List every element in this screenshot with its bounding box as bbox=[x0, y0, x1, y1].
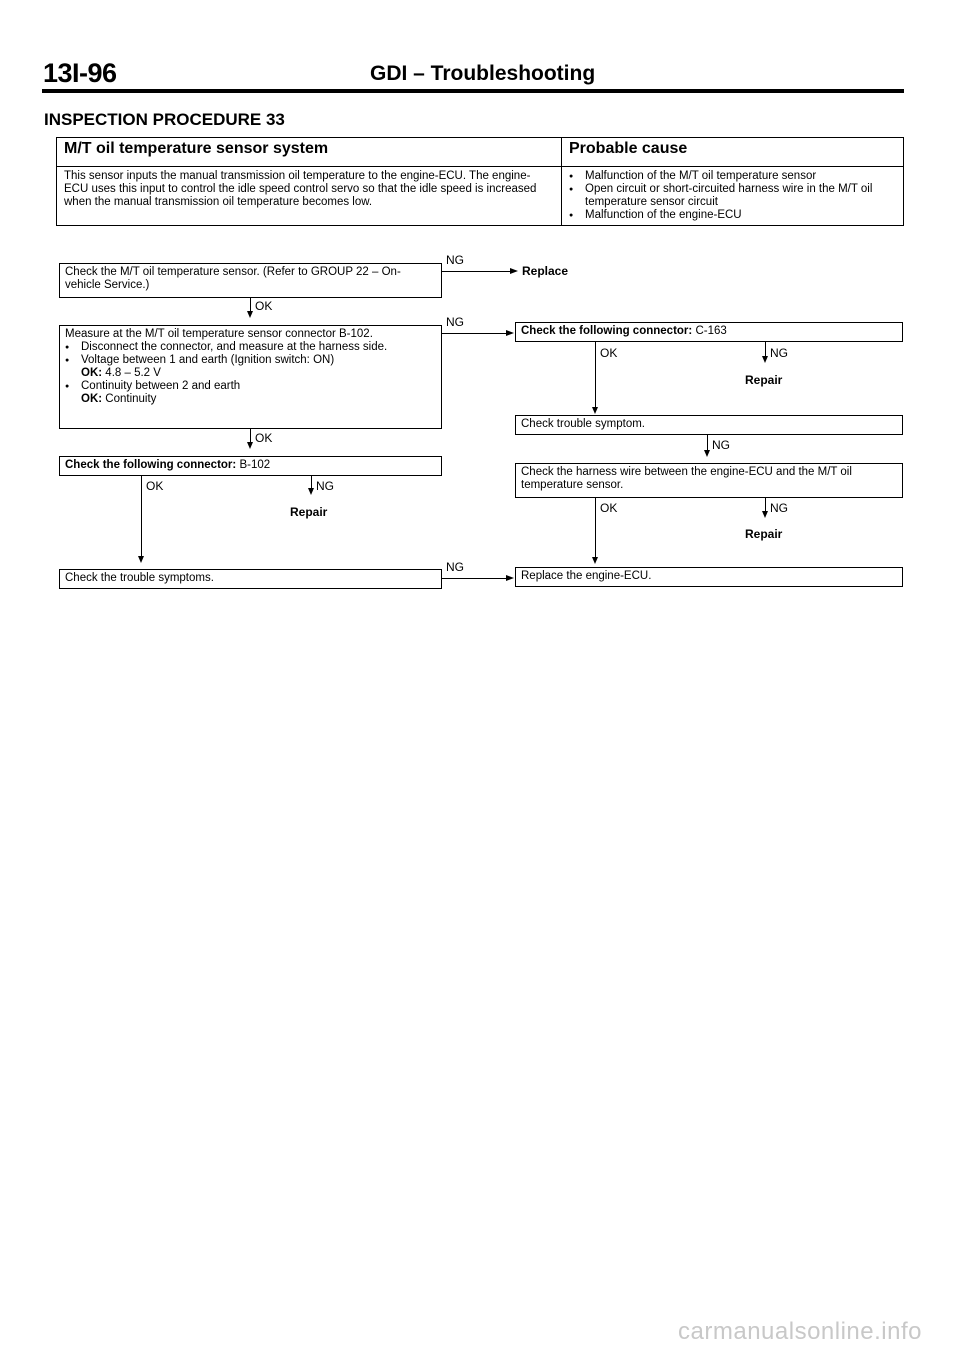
ng-label: NG bbox=[316, 479, 334, 493]
header-rule bbox=[42, 89, 904, 93]
ng-label: NG bbox=[770, 346, 788, 360]
step-check-trouble-symptoms-box bbox=[59, 569, 442, 589]
arrow-right-icon bbox=[506, 575, 514, 581]
procedure-title: INSPECTION PROCEDURE 33 bbox=[44, 110, 285, 129]
page-number: 13I-96 bbox=[43, 58, 117, 88]
watermark: carmanualsonline.info bbox=[678, 1318, 922, 1345]
step-replace-ecu-box bbox=[515, 567, 903, 587]
step-check-connector-c163-box bbox=[515, 322, 903, 342]
step-replace-ecu-text: Replace the engine-ECU. bbox=[521, 570, 652, 582]
cause-item: ● Open circuit or short-circuited harness wire in the M/T oil temperature sensor circuit bbox=[569, 183, 896, 209]
step-check-harness-box bbox=[515, 463, 903, 498]
measure-item: ● Continuity between 2 and earth bbox=[65, 380, 436, 393]
ok-label: OK bbox=[255, 431, 273, 445]
ng-label: NG bbox=[446, 560, 464, 574]
ng-arrow-line bbox=[442, 333, 506, 334]
system-description: This sensor inputs the manual transmission oil temperature to the engine-ECU. The engine-ECU uses this input to control the idle speed control servo so that the idle speed is increased when the manual transmission oil temperature becomes low. bbox=[57, 167, 562, 226]
arrow-down-icon bbox=[247, 311, 253, 318]
arrow-down-icon bbox=[592, 557, 598, 564]
step-measure-connector-box bbox=[59, 325, 442, 429]
step-check-trouble-symptom-text: Check trouble symptom. bbox=[521, 418, 645, 430]
cause-item: ● Malfunction of the engine-ECU bbox=[569, 209, 896, 222]
step-measure-title: Measure at the M/T oil temperature sensor connector B-102. bbox=[65, 328, 373, 340]
section-title: GDI – Troubleshooting bbox=[370, 62, 596, 85]
cause-item: ● Malfunction of the M/T oil temperature sensor bbox=[569, 170, 896, 183]
step-check-sensor-text: Check the M/T oil temperature sensor. (Refer to GROUP 22 – On-vehicle Service.) bbox=[65, 266, 401, 291]
ok-label: OK bbox=[600, 346, 618, 360]
arrow-down-icon bbox=[308, 488, 314, 495]
arrow-down-icon bbox=[592, 407, 598, 414]
ok-key: OK: bbox=[81, 393, 103, 405]
step-check-trouble-symptom-box bbox=[515, 415, 903, 435]
cause-table bbox=[56, 137, 904, 226]
repair-result: Repair bbox=[290, 505, 328, 519]
ok-label: OK bbox=[600, 501, 618, 515]
ok-arrow-line bbox=[595, 342, 596, 408]
ok-label: OK bbox=[255, 299, 273, 313]
connector-value: C-163 bbox=[695, 325, 727, 337]
ng-label: NG bbox=[770, 501, 788, 515]
ok-key: OK: bbox=[81, 367, 103, 379]
measure-item: ● Disconnect the connector, and measure at the harness side. bbox=[65, 341, 436, 354]
measure-ok-voltage bbox=[65, 367, 436, 380]
repair-result: Repair bbox=[745, 527, 783, 541]
ok-arrow-line bbox=[595, 498, 596, 558]
repair-result: Repair bbox=[745, 373, 783, 387]
ng-arrow-line bbox=[442, 271, 512, 272]
arrow-down-icon bbox=[704, 450, 710, 457]
arrow-right-icon bbox=[510, 268, 518, 274]
system-heading: M/T oil temperature sensor system bbox=[57, 138, 562, 167]
ng-label: NG bbox=[446, 253, 464, 267]
ng-label: NG bbox=[446, 315, 464, 329]
step-check-sensor-box bbox=[59, 263, 442, 298]
step-check-connector-b102-box bbox=[59, 456, 442, 476]
ng-label: NG bbox=[712, 438, 730, 452]
ok-label: OK bbox=[146, 479, 164, 493]
step-check-trouble-symptoms-text: Check the trouble symptoms. bbox=[65, 572, 214, 584]
arrow-down-icon bbox=[138, 556, 144, 563]
arrow-down-icon bbox=[762, 356, 768, 363]
step-check-harness-text: Check the harness wire between the engine-ECU and the M/T oil temperature sensor. bbox=[521, 466, 852, 491]
probable-cause-heading: Probable cause bbox=[562, 138, 904, 167]
connector-value: B-102 bbox=[239, 459, 271, 471]
measure-ok-continuity bbox=[65, 393, 436, 406]
arrow-right-icon bbox=[506, 330, 514, 336]
measure-item: ● Voltage between 1 and earth (Ignition switch: ON) bbox=[65, 354, 436, 367]
ok-value: Continuity bbox=[105, 393, 157, 405]
connector-label: Check the following connector: bbox=[521, 325, 693, 337]
replace-result: Replace bbox=[522, 264, 569, 278]
ng-arrow-line bbox=[707, 435, 708, 451]
ok-value: 4.8 – 5.2 V bbox=[105, 367, 161, 379]
arrow-down-icon bbox=[247, 442, 253, 449]
connector-label: Check the following connector: bbox=[65, 459, 237, 471]
arrow-down-icon bbox=[762, 511, 768, 518]
ok-arrow-line bbox=[141, 476, 142, 556]
probable-cause-cell bbox=[562, 167, 904, 226]
ng-arrow-line bbox=[442, 578, 506, 579]
